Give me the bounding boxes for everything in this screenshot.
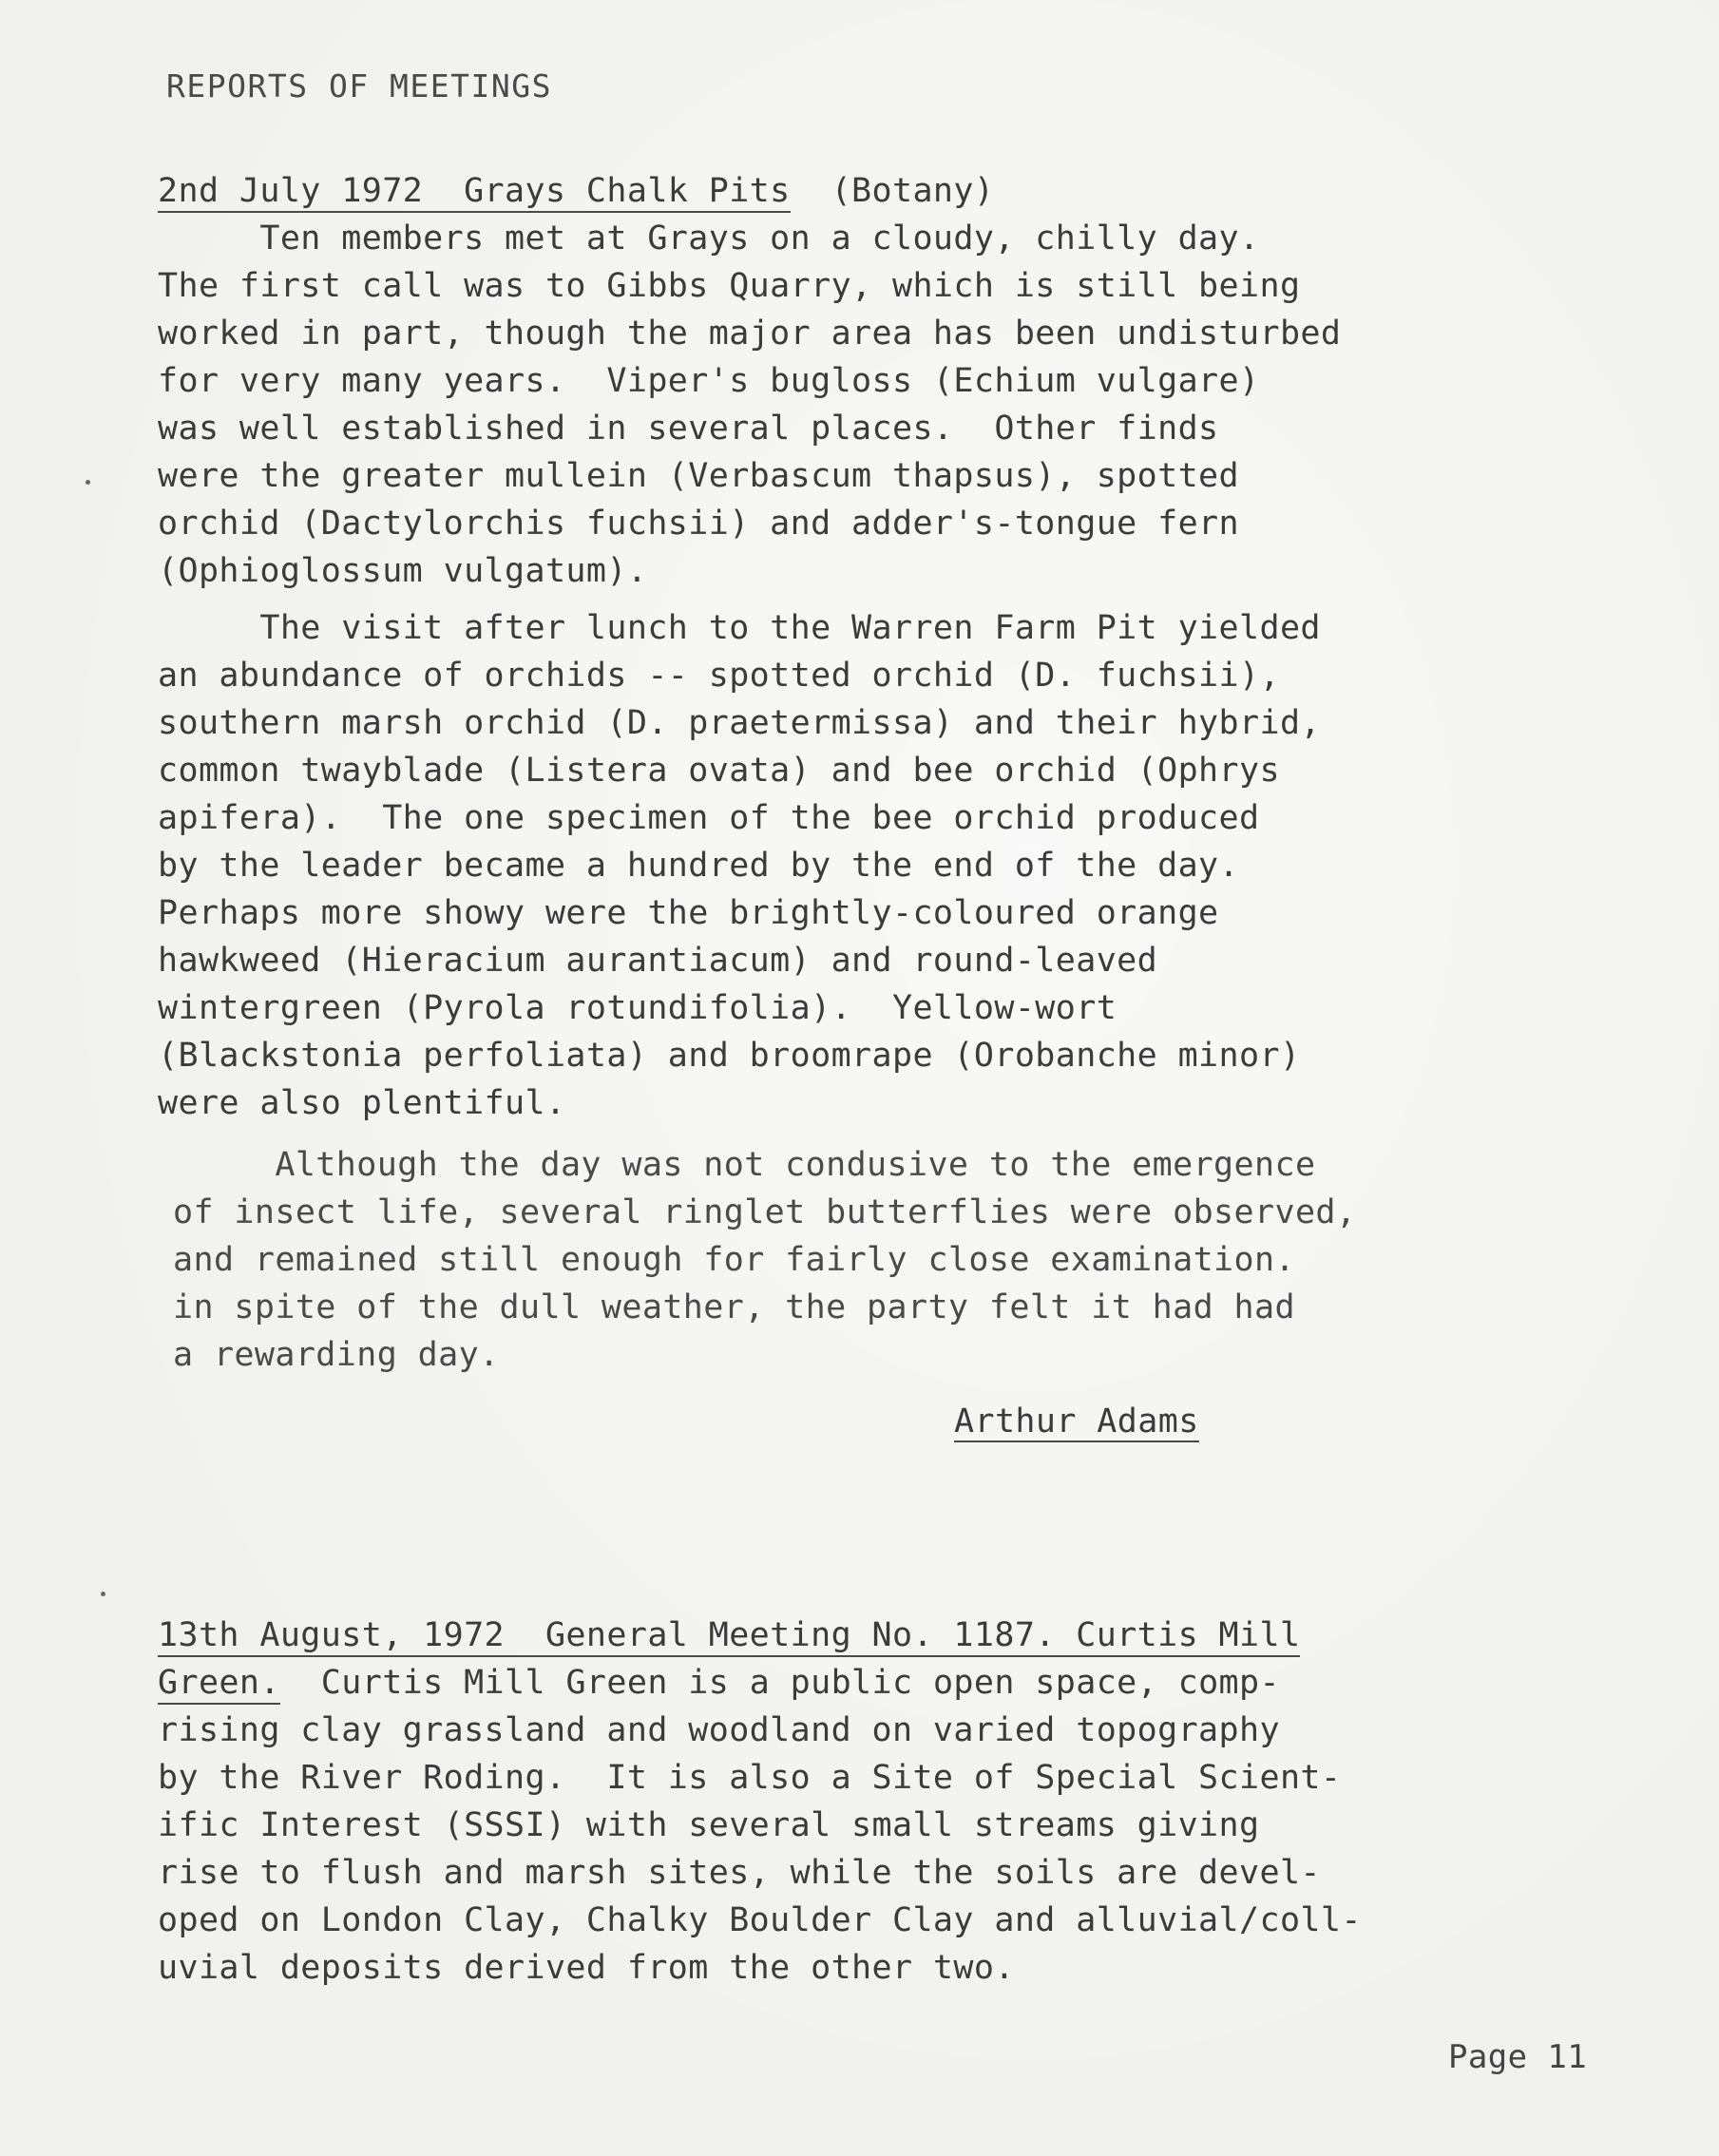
report2-intro: Curtis Mill Green is a public open space, comp- [279,1664,1280,1702]
report1-line-21: of insect life, several ringlet butterflies were observed, [173,1193,1357,1231]
report1-line-14: by the leader became a hundred by the end of the day. [158,847,1240,885]
report1-line-12: common twayblade (Listera ovata) and bee orchid (Ophrys [158,752,1280,790]
report1-line-13: apifera). The one specimen of the bee orchid produced [158,799,1260,837]
report2-line-5: oped on London Clay, Chalky Boulder Clay and alluvial/coll- [158,1901,1362,1939]
report1-line-20: Although the day was not condusive to the emergence [173,1146,1316,1184]
page-number: Page 11 [1448,2038,1588,2076]
report1-line-6: were the greater mullein (Verbascum thapsus), spotted [158,457,1240,495]
section-header: REPORTS OF MEETINGS [166,67,552,105]
report2-title-line-2 [158,1663,1280,1703]
report1-line-24: a rewarding day. [173,1336,500,1374]
report2-title-line-1 [158,1615,1300,1655]
report2-line-3: ific Interest (SSSI) with several small streams giving [158,1806,1260,1844]
report1-signature-line [954,1402,1199,1441]
report1-line-19: were also plentiful. [158,1084,566,1122]
report1-title: 2nd July 1972 Grays Chalk Pits [158,172,791,213]
report2-line-6: uvial deposits derived from the other two. [158,1949,1015,1987]
scan-speck [86,480,90,485]
report1-line-4: for very many years. Viper's bugloss (Echium vulgare) [158,362,1260,400]
report1-line-9: The visit after lunch to the Warren Farm Pit yielded [158,609,1321,647]
report1-line-18: (Blackstonia perfoliata) and broomrape (Orobanche minor) [158,1037,1301,1075]
report2-line-2: by the River Roding. It is also a Site of Special Scient- [158,1759,1342,1797]
report1-line-8: (Ophioglossum vulgatum). [158,552,648,590]
report2-line-4: rise to flush and marsh sites, while the soils are devel- [158,1854,1321,1892]
report2-line-1: rising clay grassland and woodland on varied topography [158,1711,1280,1749]
report1-line-16: hawkweed (Hieracium aurantiacum) and round-leaved [158,942,1158,980]
report1-title-line [158,171,994,211]
report1-line-17: wintergreen (Pyrola rotundifolia). Yellow-wort [158,989,1117,1027]
report1-line-1: Ten members met at Grays on a cloudy, chilly day. [158,219,1260,258]
report1-line-5: was well established in several places. Other finds [158,410,1219,448]
report2-title-continued: Green. [158,1664,280,1705]
report1-signature: Arthur Adams [954,1402,1199,1441]
report1-line-2: The first call was to Gibbs Quarry, which is still being [158,267,1301,305]
report1-line-23: in spite of the dull weather, the party felt it had had [173,1288,1295,1326]
report1-title-suffix: (Botany) [790,172,995,210]
report1-line-7: orchid (Dactylorchis fuchsii) and adder's-tongue fern [158,505,1240,543]
report1-line-22: and remained still enough for fairly close examination. [173,1241,1295,1279]
report1-line-11: southern marsh orchid (D. praetermissa) and their hybrid, [158,704,1321,742]
report1-line-15: Perhaps more showy were the brightly-coloured orange [158,894,1219,932]
report1-line-3: worked in part, though the major area has been undisturbed [158,315,1342,353]
scan-speck [101,1592,105,1596]
report2-title: 13th August, 1972 General Meeting No. 1187. Curtis Mill [158,1616,1300,1657]
report1-line-10: an abundance of orchids -- spotted orchid (D. fuchsii), [158,657,1280,695]
